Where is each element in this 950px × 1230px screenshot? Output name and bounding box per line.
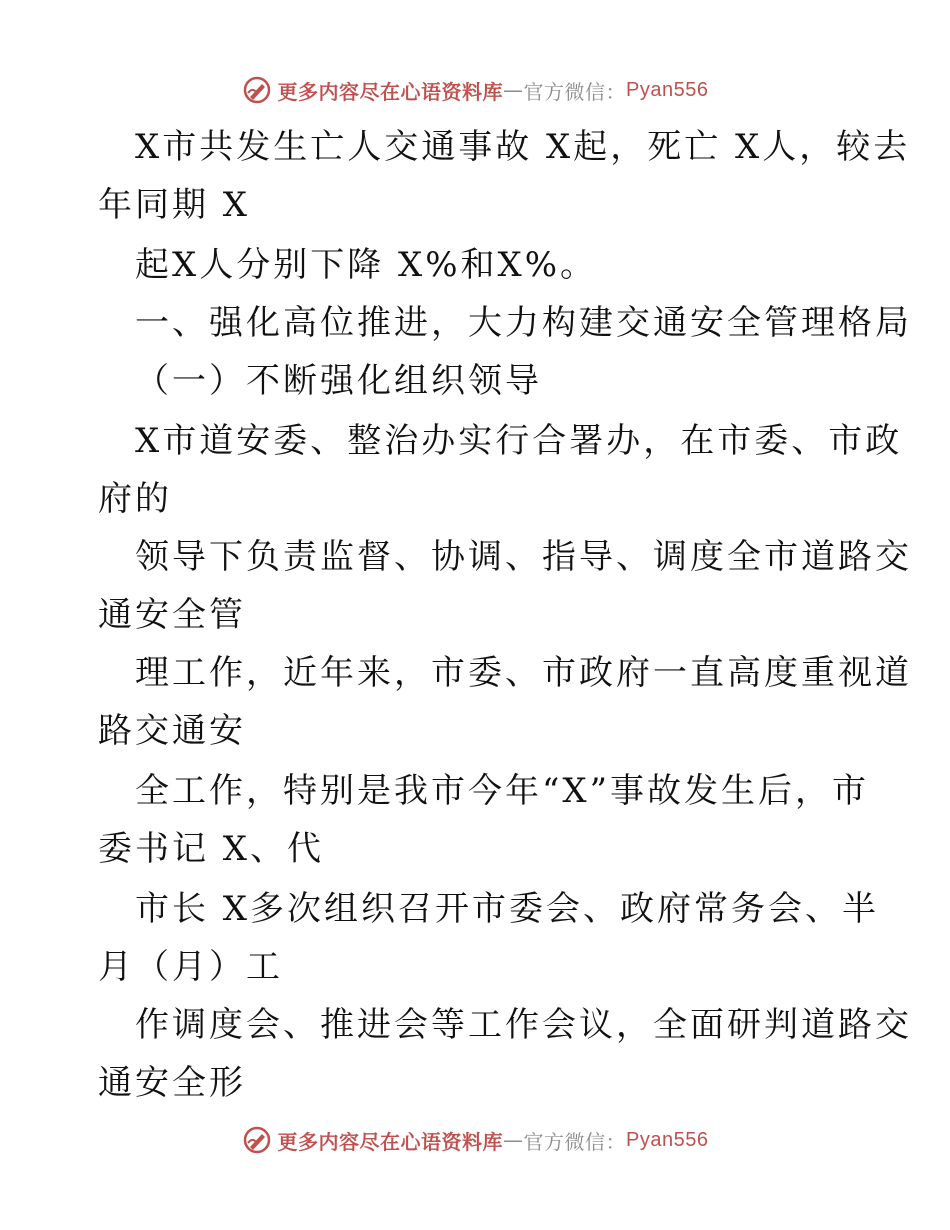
watermark-handle: Pyan556 [626,78,709,101]
pen-logo-icon [242,1125,272,1155]
watermark-footer [0,1120,950,1160]
watermark-separator: — [503,1128,524,1152]
text-line: 路交通安 [98,711,246,751]
pen-logo-icon [242,75,272,105]
watermark-brand: 更多内容尽在心语资料库 [277,79,504,104]
text-line: 委书记 X、代 [98,829,325,869]
section-heading: 一、强化高位推进，大力构建交通安全管理格局 [135,303,912,343]
text-line: 全工作，特别是我市今年“X”事故发生后，市 [135,771,869,811]
text-line: 作调度会、推进会等工作会议，全面研判道路交 [135,1005,912,1045]
watermark-separator: — [503,78,524,102]
text-line: 理工作，近年来，市委、市政府一直高度重视道 [135,653,912,693]
text-line: 府的 [98,479,172,519]
text-line: 起X人分别下降 X%和X%。 [135,245,598,285]
watermark-handle: Pyan556 [626,1128,709,1151]
text-line: X市道安委、整治办实行合署办，在市委、市政 [135,421,903,461]
text-line: 通安全管 [98,595,246,635]
watermark-official: 官方微信： [523,79,627,104]
text-line: 月（月）工 [98,947,283,987]
text-line: 通安全形 [98,1063,246,1103]
text-line: X市共发生亡人交通事故 X起，死亡 X人，较去 [135,127,911,167]
text-line: 市长 X多次组织召开市委会、政府常务会、半 [135,889,880,929]
text-line: 领导下负责监督、协调、指导、调度全市道路交 [135,537,912,577]
subsection-heading: （一）不断强化组织领导 [135,361,542,401]
watermark-brand: 更多内容尽在心语资料库 [277,1129,504,1154]
watermark-official: 官方微信： [523,1129,627,1154]
watermark-header [0,70,950,110]
text-line: 年同期 X [98,185,251,225]
